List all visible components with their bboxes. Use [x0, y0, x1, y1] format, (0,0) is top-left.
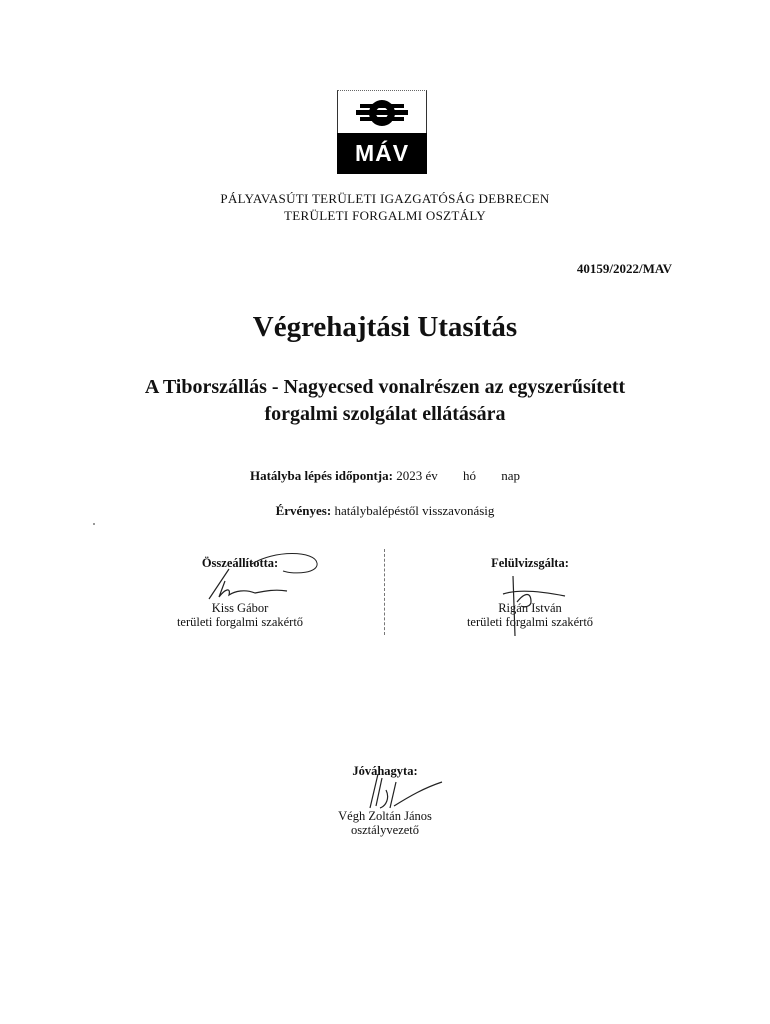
effective-day-unit: nap — [501, 468, 521, 483]
effective-year-unit: év — [425, 468, 438, 483]
effective-date-label: Hatályba lépés időpontja: — [249, 468, 393, 483]
effective-year: 2023 — [396, 468, 423, 483]
approved-heading: Jóváhagyta: — [352, 764, 418, 778]
compiled-role: területi forgalmi szakértő — [176, 615, 304, 629]
effective-month-unit: hó — [463, 468, 476, 483]
signature-divider — [384, 549, 385, 635]
scan-speck — [93, 523, 95, 525]
validity-label: Érvényes: — [275, 503, 332, 518]
document-title: Végrehajtási Utasítás — [252, 311, 518, 343]
compiled-heading: Összeállította: — [201, 556, 279, 570]
document-number: 40159/2022/MAV — [576, 261, 672, 276]
compiled-signature — [195, 547, 335, 605]
approved-name: Végh Zoltán János — [338, 809, 432, 823]
reviewed-signature — [495, 572, 585, 640]
org-name-line2: TERÜLETI FORGALMI OSZTÁLY — [284, 208, 486, 223]
validity-value: hatálybalépéstől visszavonásig — [334, 503, 495, 518]
mav-logo — [337, 90, 427, 174]
reviewed-role: területi forgalmi szakértő — [466, 615, 594, 629]
approved-role: osztályvezető — [350, 823, 420, 837]
reviewed-heading: Felülvizsgálta: — [491, 556, 569, 570]
validity — [0, 503, 770, 519]
org-name-line1: PÁLYAVASÚTI TERÜLETI IGAZGATÓSÁG DEBRECEN — [220, 191, 550, 206]
document-subtitle-line2: forgalmi szolgálat ellátására — [264, 403, 506, 425]
compiled-name: Kiss Gábor — [211, 601, 269, 615]
mav-wheel-logo-icon — [337, 90, 427, 133]
document-subtitle-line1: A Tiborszállás - Nagyecsed vonalrészen az egyszerűsített — [144, 376, 626, 398]
approved-signature — [360, 768, 460, 824]
reviewed-name: Rigán István — [498, 601, 562, 615]
mav-logo-text: MÁV — [337, 133, 427, 174]
effective-date — [0, 468, 770, 484]
